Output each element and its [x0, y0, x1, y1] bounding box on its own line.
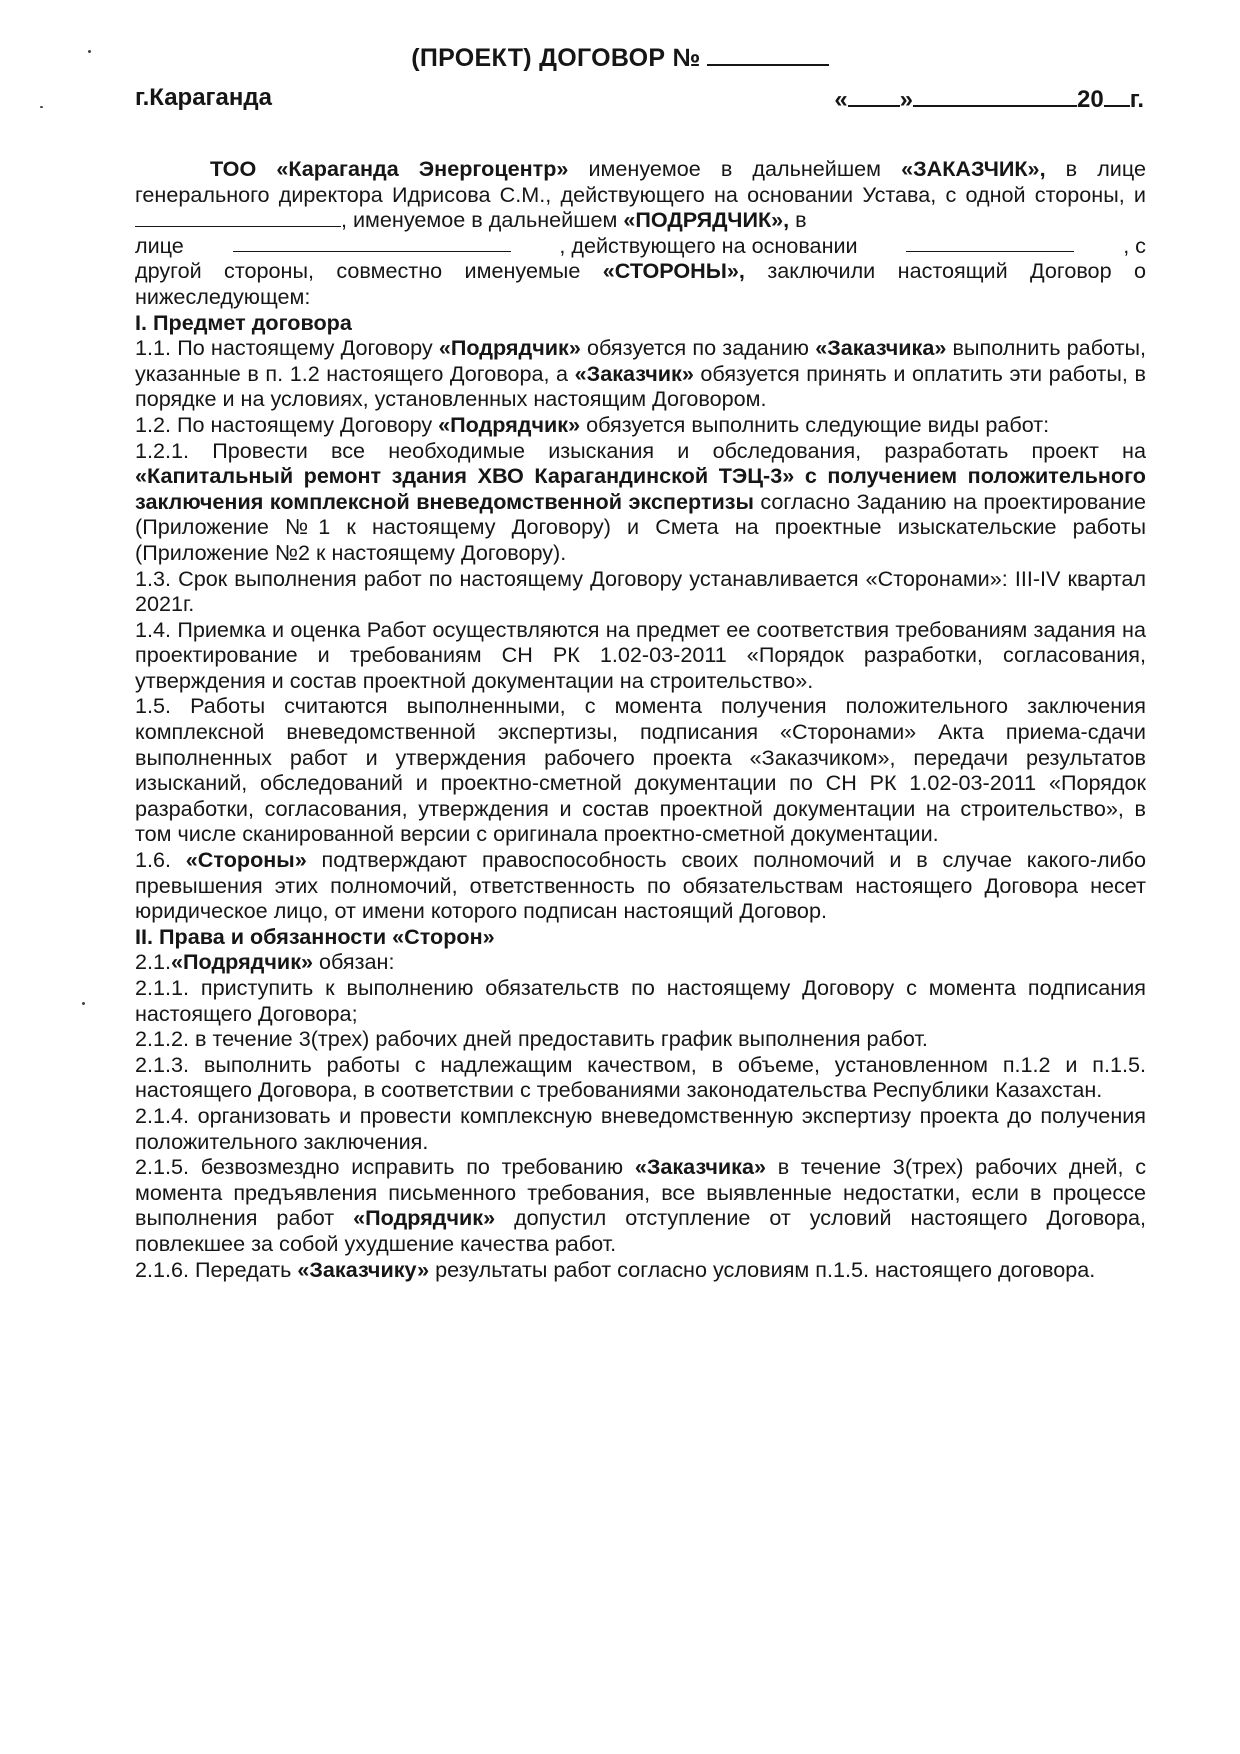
clause-1-6: 1.6. «Стороны» подтверждают правоспособность своих полномочий и в случае какого-либо превышения этих полномочий, ответственность по обязательствам настоящего Договора несет юридическое лицо, от имени которого подписан настоящий Договор. [135, 847, 1146, 924]
city-label: г.Караганда [135, 84, 272, 111]
clause-1-4: 1.4. Приемка и оценка Работ осуществляются на предмет ее соответствия требованиям задания на проектирование и требованиям СН РК 1.02-03-2011 «Порядок разработки, согласования, утверждения и состав проектной документации на строительство». [135, 616, 1146, 693]
clause-2-1-5: 2.1.5. безвозмездно исправить по требованию «Заказчика» в течение 3(трех) рабочих дней, с момента предъявления письменного требования, все выявленные недостатки, если в процессе выполнения работ «Подрядчик» допустил отступление от условий настоящего Договора, повлекшее за собой ухудшение качества работ. [135, 1154, 1146, 1256]
scan-speck [82, 1002, 85, 1005]
clause-2-1-3: 2.1.3. выполнить работы с надлежащим качеством, в объеме, установленном п.1.2 и п.1.5. настоящего Договора, в соответствии с требованиями законодательства Республики Казахстан. [135, 1051, 1146, 1103]
month-blank [913, 84, 1077, 107]
document-title [0, 44, 1240, 73]
section-1-heading: I. Предмет договора [135, 309, 352, 335]
basis-blank [906, 233, 1074, 252]
representative-blank [233, 233, 511, 252]
section-2-heading: II. Права и обязанности «Сторон» [135, 923, 495, 949]
clause-1-5: 1.5. Работы считаются выполненными, с момента получения положительного заключения комплексной вневедомственной экспертизы, подписания «Сторонами» Акта приема-сдачи выполненных работ и утверждения рабочего проекта «Заказчиком», передачи результатов изысканий, обследований и проектно-сметной документации по СН РК 1.02-03-2011 «Порядок разработки, согласования, утверждения и состав проектной документации на строительство», в том числе сканированной версии с оригинала проектно-сметной документации. [135, 693, 1146, 847]
preamble-end: другой стороны, совместно именуемые «СТОРОНЫ», заключили настоящий Договор о нижеследующем: [135, 258, 1146, 309]
clause-1-1: 1.1. По настоящему Договору «Подрядчик» обязуется по заданию «Заказчика» выполнить работы, указанные в п. 1.2 настоящего Договора, а «Заказчик» обязуется принять и оплатить эти работы, в порядке и на условиях, установленных настоящим Договором. [135, 335, 1147, 412]
clause-2-1: 2.1.«Подрядчик» обязан: [135, 949, 395, 975]
contract-number-blank [707, 44, 829, 66]
day-blank [848, 84, 900, 107]
clause-1-2: 1.2. По настоящему Договору «Подрядчик» обязуется выполнить следующие виды работ: [135, 411, 1050, 437]
clause-2-1-2: 2.1.2. в течение 3(трех) рабочих дней предоставить график выполнения работ. [135, 1026, 928, 1052]
date-line: « » 20 г. [834, 86, 1144, 113]
clause-2-1-6: 2.1.6. Передать «Заказчику» результаты работ согласно условиям п.1.5. настоящего договора. [135, 1256, 1096, 1282]
contractor-name-blank [135, 208, 341, 227]
clause-1-2-1: 1.2.1. Провести все необходимые изыскания и обследования, разработать проект на «Капитальный ремонт здания ХВО Карагандинской ТЭЦ-3» с получением положительного заключения комплексной вневедомственной экспертизы согласно Заданию на проектирование (Приложение №1 к настоящему Договору) и Смета на проектные изыскательские работы (Приложение №2 к настоящему Договору). [135, 437, 1146, 565]
clause-2-1-4: 2.1.4. организовать и провести комплексную вневедомственную экспертизу проекта до получения положительного заключения. [135, 1102, 1146, 1154]
clause-1-3: 1.3. Срок выполнения работ по настоящему Договору устанавливается «Сторонами»: III-IV квартал 2021г. [135, 565, 1146, 617]
scan-speck [40, 106, 43, 108]
preamble-signatory-row: лице , действующего на основании , с [135, 232, 1146, 258]
document-title-text: (ПРОЕКТ) ДОГОВОР № [411, 44, 701, 72]
contract-body [135, 156, 1146, 1282]
clause-2-1-1: 2.1.1. приступить к выполнению обязательств по настоящему Договору с момента подписания настоящего Договора; [135, 975, 1146, 1026]
year-blank [1104, 84, 1130, 107]
preamble: ТОО «Караганда Энергоцентр» именуемое в дальнейшем «ЗАКАЗЧИК», в лице генерального директора Идрисова С.М., действующего на основании Устава, с одной стороны, и , именуемое в дальнейшем «ПОДРЯДЧИК», в [135, 156, 1146, 233]
